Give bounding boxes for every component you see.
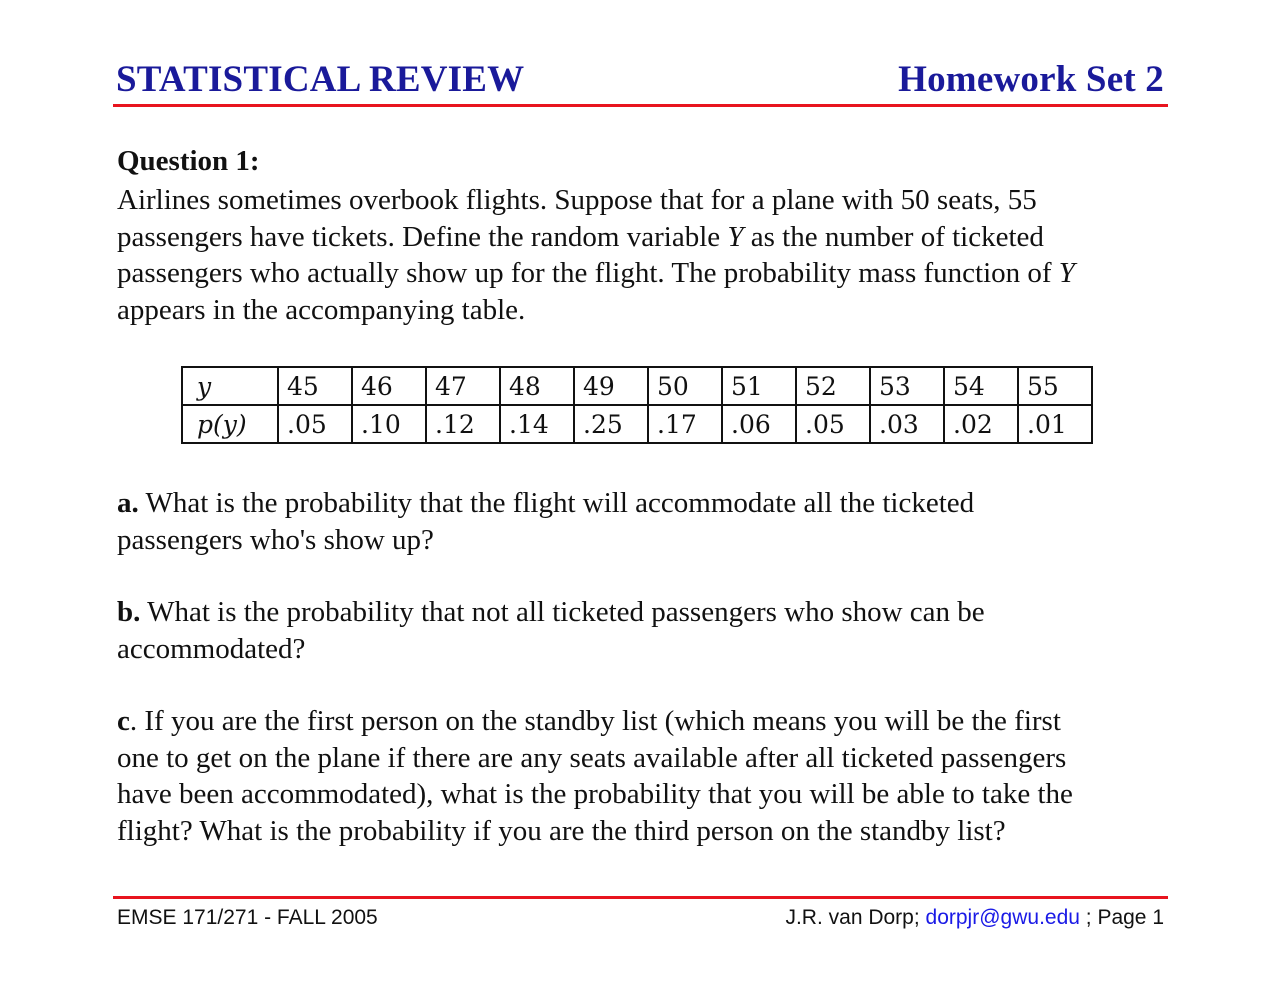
part-b-line-1: b. What is the probability that not all ticketed passengers who show can be bbox=[117, 596, 985, 628]
part-a-line-1: a. What is the probability that the flight will accommodate all the ticketed bbox=[117, 487, 975, 519]
intro-line-1: Airlines sometimes overbook flights. Suppose that for a plane with 50 seats, 55 bbox=[117, 184, 1037, 216]
p-value: .25 bbox=[574, 405, 648, 443]
y-value: 51 bbox=[722, 367, 796, 405]
p-value: .17 bbox=[648, 405, 722, 443]
homework-set-label: Homework Set 2 bbox=[898, 59, 1164, 100]
document-title: STATISTICAL REVIEW bbox=[116, 59, 525, 100]
author-name: J.R. van Dorp; bbox=[785, 906, 926, 929]
y-value: 46 bbox=[352, 367, 426, 405]
y-value: 48 bbox=[500, 367, 574, 405]
footer-rule bbox=[113, 896, 1168, 899]
p-value: .05 bbox=[278, 405, 352, 443]
y-value: 49 bbox=[574, 367, 648, 405]
y-value: 53 bbox=[870, 367, 944, 405]
intro-line-4: appears in the accompanying table. bbox=[117, 293, 526, 326]
table-row-p bbox=[182, 405, 1092, 443]
part-b bbox=[117, 594, 1177, 667]
p-value: .03 bbox=[870, 405, 944, 443]
part-c bbox=[117, 703, 1177, 849]
course-label: EMSE 171/271 - FALL 2005 bbox=[117, 906, 378, 929]
p-value: .06 bbox=[722, 405, 796, 443]
part-a bbox=[117, 485, 1177, 558]
y-value: 54 bbox=[944, 367, 1018, 405]
page-number: ; Page 1 bbox=[1079, 906, 1164, 929]
row-label-py: p(y) bbox=[182, 405, 278, 443]
footer-author-page bbox=[785, 906, 1164, 930]
part-a-line-2: passengers who's show up? bbox=[117, 523, 434, 556]
part-c-line-3: have been accommodated), what is the probability that you will be able to take the bbox=[117, 778, 1073, 810]
part-c-line-2: one to get on the plane if there are any seats available after all ticketed passengers bbox=[117, 741, 1067, 774]
p-value: .12 bbox=[426, 405, 500, 443]
p-value: .01 bbox=[1018, 405, 1092, 443]
y-value: 50 bbox=[648, 367, 722, 405]
pmf-table bbox=[181, 366, 1093, 444]
intro-line-2: passengers have tickets. Define the random variable Y as the number of ticketed bbox=[117, 220, 1044, 253]
y-value: 45 bbox=[278, 367, 352, 405]
y-value: 55 bbox=[1018, 367, 1092, 405]
p-value: .10 bbox=[352, 405, 426, 443]
part-b-line-2: accommodated? bbox=[117, 632, 306, 665]
email-link[interactable]: dorpjr@gwu.edu bbox=[925, 906, 1080, 929]
p-value: .05 bbox=[796, 405, 870, 443]
part-c-line-1: c. If you are the first person on the standby list (which means you will be the first bbox=[117, 705, 1061, 737]
table-row-y bbox=[182, 367, 1092, 405]
p-value: .14 bbox=[500, 405, 574, 443]
intro-line-3: passengers who actually show up for the flight. The probability mass function of Y bbox=[117, 257, 1075, 289]
question-intro bbox=[117, 182, 1177, 328]
question-title: Question 1: bbox=[117, 145, 260, 177]
part-c-line-4: flight? What is the probability if you are the third person on the standby list? bbox=[117, 814, 1006, 847]
header-rule bbox=[113, 104, 1168, 107]
y-value: 47 bbox=[426, 367, 500, 405]
p-value: .02 bbox=[944, 405, 1018, 443]
y-value: 52 bbox=[796, 367, 870, 405]
row-label-y: y bbox=[182, 367, 278, 405]
